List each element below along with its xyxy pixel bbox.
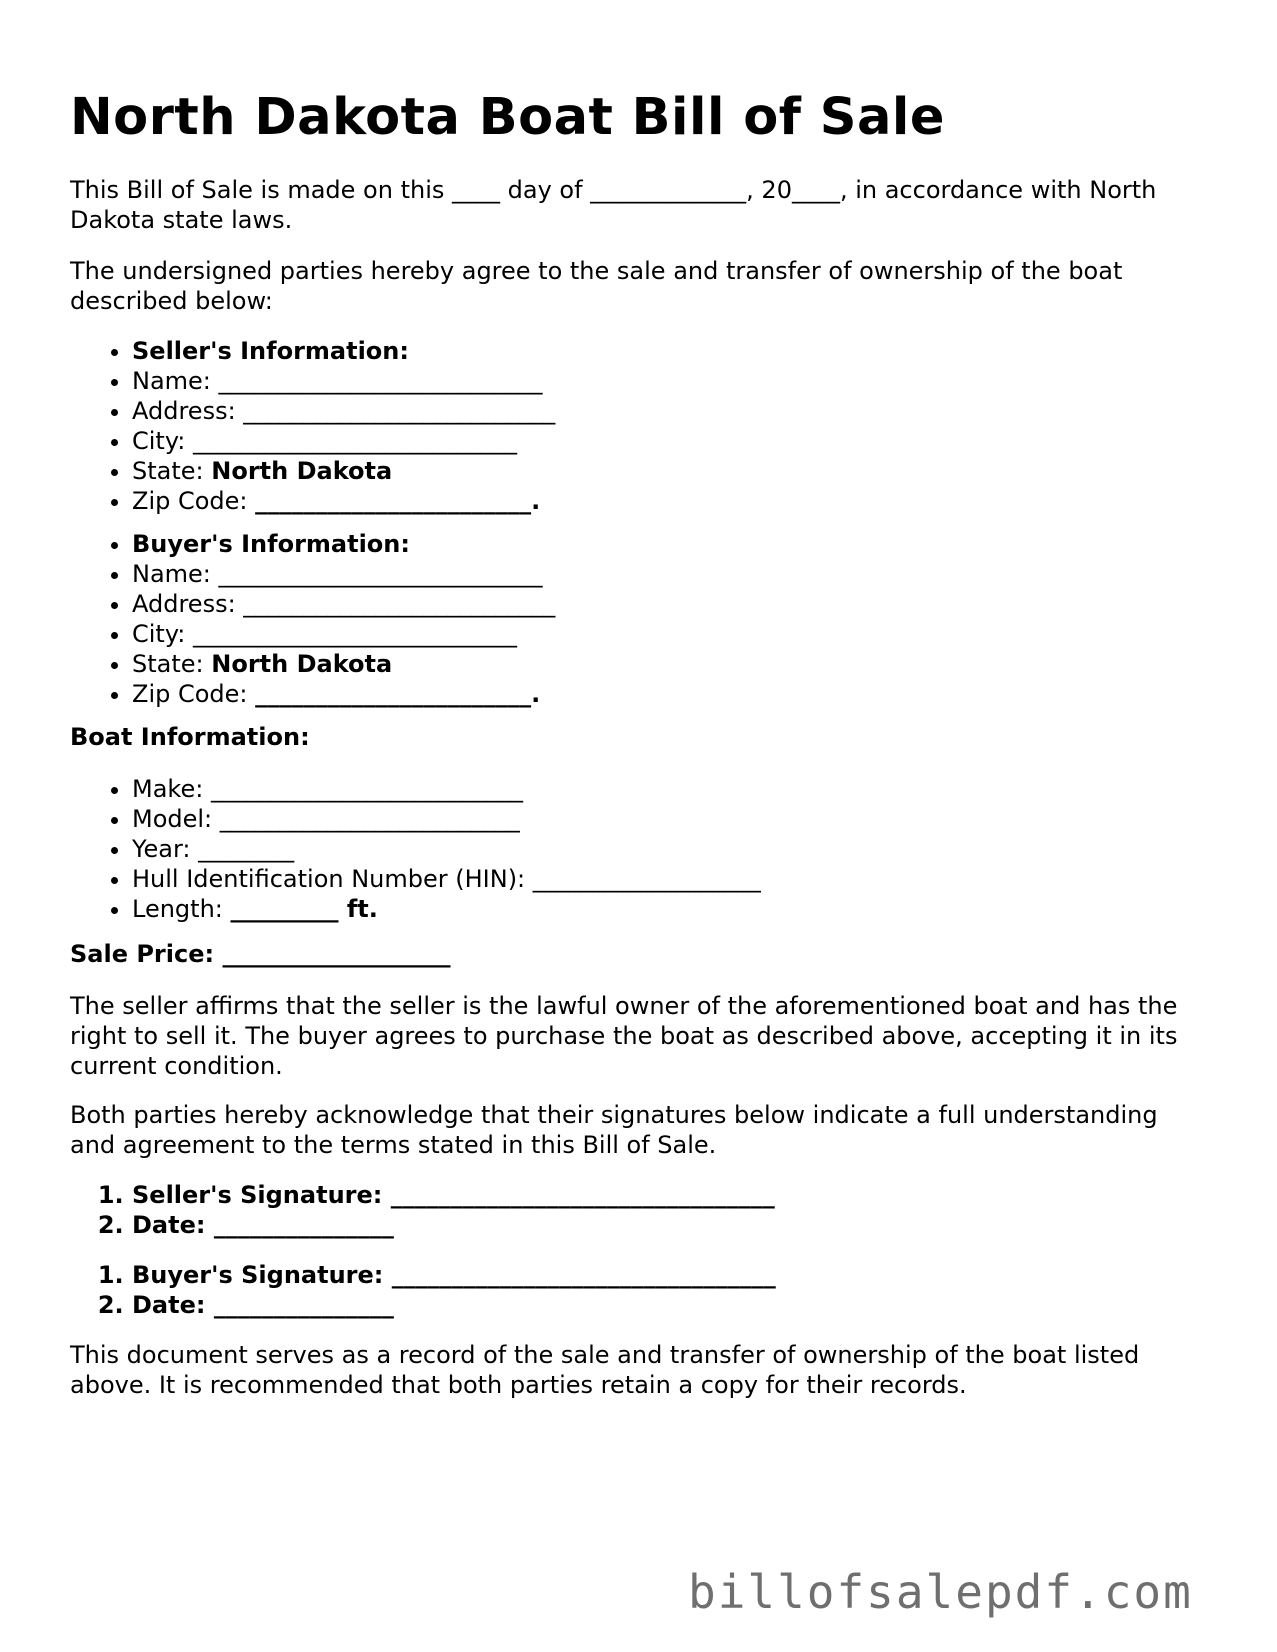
seller-zip-label: Zip Code: (132, 487, 256, 515)
buyer-zip-label: Zip Code: (132, 680, 256, 708)
seller-address-label: Address: (132, 397, 244, 425)
seller-state-label: State: (132, 457, 212, 485)
buyer-heading (132, 529, 555, 559)
boat-model-field[interactable] (132, 804, 761, 834)
buyer-heading-text: Buyer's Information: (132, 530, 410, 558)
boat-info-list (70, 774, 761, 924)
buyer-address-field[interactable] (132, 589, 555, 619)
buyer-city-label: City: (132, 620, 194, 648)
buyer-city-blank[interactable]: ___________________________ (193, 620, 518, 648)
seller-zip-field[interactable] (132, 486, 555, 516)
boat-hin-blank[interactable]: ___________________ (532, 865, 761, 893)
buyer-state-field (132, 649, 555, 679)
buyer-signature-list (70, 1260, 776, 1320)
acknowledgement-paragraph: Both parties hereby acknowledge that their signatures below indicate a full understanding and agreement to the terms stated in this Bill of Sale. (70, 1101, 1158, 1159)
boat-make-blank[interactable]: __________________________ (210, 775, 523, 803)
buyer-city-field[interactable] (132, 619, 555, 649)
seller-name-label: Name: (132, 367, 219, 395)
seller-city-blank[interactable]: ___________________________ (193, 427, 518, 455)
intro-paragraph: This Bill of Sale is made on this ____ day of _____________, 20____, in accordance with North Dakota state laws. (70, 176, 1157, 234)
affirmation-paragraph: The seller affirms that the seller is the lawful owner of the aforementioned boat and has the right to sell it. The buyer agrees to purchase the boat as described above, accepting it in its current condition. (70, 992, 1178, 1080)
document-title: North Dakota Boat Bill of Sale (70, 88, 945, 147)
buyer-state-value: North Dakota (211, 650, 393, 678)
seller-address-field[interactable] (132, 396, 555, 426)
boat-length-field[interactable] (132, 894, 761, 924)
boat-length-label: Length: (132, 895, 231, 923)
boat-year-field[interactable] (132, 834, 761, 864)
seller-date-field[interactable]: 2. Date: _______________ (132, 1210, 775, 1240)
buyer-name-field[interactable] (132, 559, 555, 589)
buyer-name-label: Name: (132, 560, 219, 588)
seller-address-blank[interactable]: __________________________ (243, 397, 556, 425)
seller-heading (132, 336, 555, 366)
buyer-address-label: Address: (132, 590, 244, 618)
boat-info-heading: Boat Information: (70, 723, 310, 751)
watermark: billofsalepdf.com (688, 1565, 1193, 1619)
buyer-address-blank[interactable]: __________________________ (243, 590, 556, 618)
boat-hin-label: Hull Identification Number (HIN): (132, 865, 533, 893)
buyer-signature-field[interactable]: 1. Buyer's Signature: ________________________________ (132, 1260, 776, 1290)
seller-state-field (132, 456, 555, 486)
buyer-zip-blank[interactable]: _______________________. (255, 680, 541, 708)
boat-length-blank[interactable]: _________ ft. (230, 895, 378, 923)
boat-make-label: Make: (132, 775, 211, 803)
seller-city-label: City: (132, 427, 194, 455)
seller-zip-blank[interactable]: _______________________. (255, 487, 541, 515)
seller-info-list (70, 336, 555, 516)
seller-name-blank[interactable]: ___________________________ (218, 367, 543, 395)
seller-city-field[interactable] (132, 426, 555, 456)
sale-price-field[interactable]: Sale Price: ___________________ (70, 940, 451, 968)
seller-name-field[interactable] (132, 366, 555, 396)
boat-year-blank[interactable]: ________ (198, 835, 295, 863)
buyer-name-blank[interactable]: ___________________________ (218, 560, 543, 588)
buyer-zip-field[interactable] (132, 679, 555, 709)
agreement-paragraph: The undersigned parties hereby agree to the sale and transfer of ownership of the boat described below: (70, 257, 1123, 315)
closing-paragraph: This document serves as a record of the sale and transfer of ownership of the boat listed above. It is recommended that both parties retain a copy for their records. (70, 1341, 1140, 1399)
boat-model-label: Model: (132, 805, 220, 833)
boat-year-label: Year: (132, 835, 199, 863)
buyer-info-list (70, 529, 555, 709)
boat-hin-field[interactable] (132, 864, 761, 894)
seller-state-value: North Dakota (211, 457, 393, 485)
buyer-state-label: State: (132, 650, 212, 678)
seller-signature-field[interactable]: 1. Seller's Signature: ________________________________ (132, 1180, 775, 1210)
boat-model-blank[interactable]: _________________________ (219, 805, 520, 833)
seller-signature-list (70, 1180, 775, 1240)
buyer-date-field[interactable]: 2. Date: _______________ (132, 1290, 776, 1320)
seller-heading-text: Seller's Information: (132, 337, 409, 365)
boat-make-field[interactable] (132, 774, 761, 804)
